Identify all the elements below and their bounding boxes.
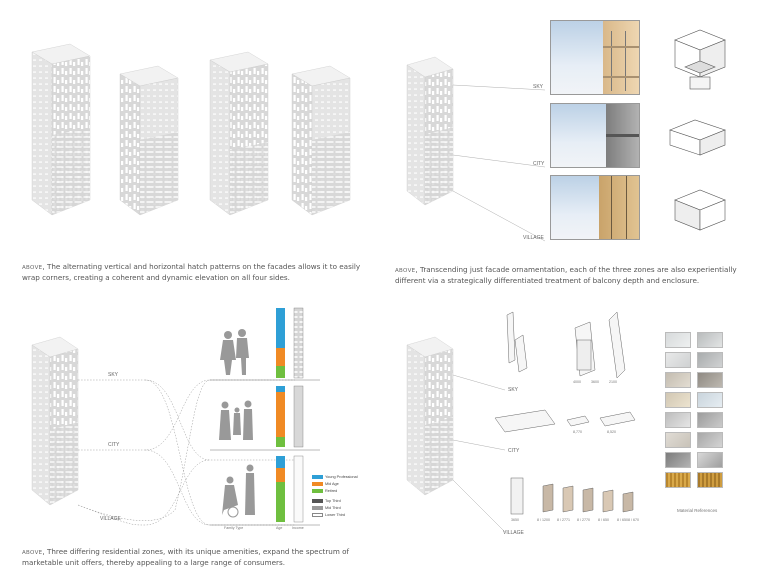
components-panel [395, 300, 755, 545]
material-swatch [697, 392, 723, 408]
caption-lead: ABOVE [395, 268, 416, 274]
dim-label: 3600 [591, 380, 599, 384]
unit-axonometrics [395, 15, 755, 255]
dim-label: 8 / 650 [617, 518, 628, 522]
caption-text: , Transcending just facade ornamentation, each of the three zones are also experientially different via a strategically differentiated treatment of balcony depth and enclosure. [395, 265, 737, 285]
zone-label-sky: SKY [508, 387, 519, 393]
material-swatch [665, 392, 691, 408]
dim-label: 8 / 2771 [557, 518, 570, 522]
zone-label-village: VILLAGE [523, 235, 544, 241]
caption-lead: ABOVE [22, 550, 43, 556]
caption-lead: ABOVE [22, 265, 43, 271]
material-swatch [665, 432, 691, 448]
axis-label-income: Income [292, 526, 304, 530]
axis-label-age: Age [276, 526, 283, 530]
legend-item: Top Third [312, 499, 341, 503]
zone-label-city: CITY [508, 448, 520, 454]
material-swatch [665, 372, 691, 388]
zone-label-sky: SKY [108, 372, 119, 378]
materials-title: Material References [677, 508, 718, 513]
dim-label: 8 / 1200 [537, 518, 550, 522]
caption-bottom-left [22, 547, 367, 568]
caption-text: , Three differing residential zones, with its unique amenities, expand the spectrum of marketable unit offers, thereby appealing to a large range of consumers. [22, 547, 350, 567]
dim-label: 8 / 670 [628, 518, 639, 522]
material-swatch [665, 412, 691, 428]
dim-label: 2100 [609, 380, 617, 384]
dim-label: 8 / 2770 [577, 518, 590, 522]
zone-label-sky: SKY [533, 84, 544, 90]
material-swatch [697, 472, 723, 488]
caption-top-left [22, 262, 362, 283]
material-swatch [697, 412, 723, 428]
material-swatch [697, 372, 723, 388]
material-swatch [697, 332, 723, 348]
legend-item: Retired [312, 489, 337, 493]
material-swatch [665, 332, 691, 348]
material-swatch [697, 352, 723, 368]
caption-text: , The alternating vertical and horizontal hatch patterns on the facades allows it to easily wrap corners, creating a coherent and dynamic elevation on all four sides. [22, 262, 361, 282]
axis-label-family-type: Family Type [224, 526, 244, 530]
material-swatch [665, 472, 691, 488]
dim-label: 4000 [573, 380, 581, 384]
zone-label-village: VILLAGE [503, 530, 524, 536]
zone-label-city: CITY [533, 161, 545, 167]
demographics-panel [20, 300, 365, 545]
dim-label: 8,520 [607, 430, 616, 434]
material-swatch [697, 432, 723, 448]
legend-item: Young Professional [312, 475, 358, 479]
caption-top-right [395, 265, 740, 286]
legend [312, 475, 362, 525]
dim-label: 8,770 [573, 430, 582, 434]
dim-label: 3650 [511, 518, 519, 522]
legend-item: Mid Third [312, 506, 341, 510]
zone-label-city: CITY [108, 442, 120, 448]
legend-item: Mid Age [312, 482, 339, 486]
material-swatch [665, 352, 691, 368]
material-swatch-grid [665, 332, 727, 507]
zone-label-village: VILLAGE [100, 516, 121, 522]
material-swatch [665, 452, 691, 468]
towers-panel [20, 40, 360, 220]
zones-panel [395, 15, 755, 255]
dim-label: 8 / 650 [598, 518, 609, 522]
towers-drawing [20, 40, 360, 220]
legend-item: Lower Third [312, 513, 345, 517]
material-swatch [697, 452, 723, 468]
